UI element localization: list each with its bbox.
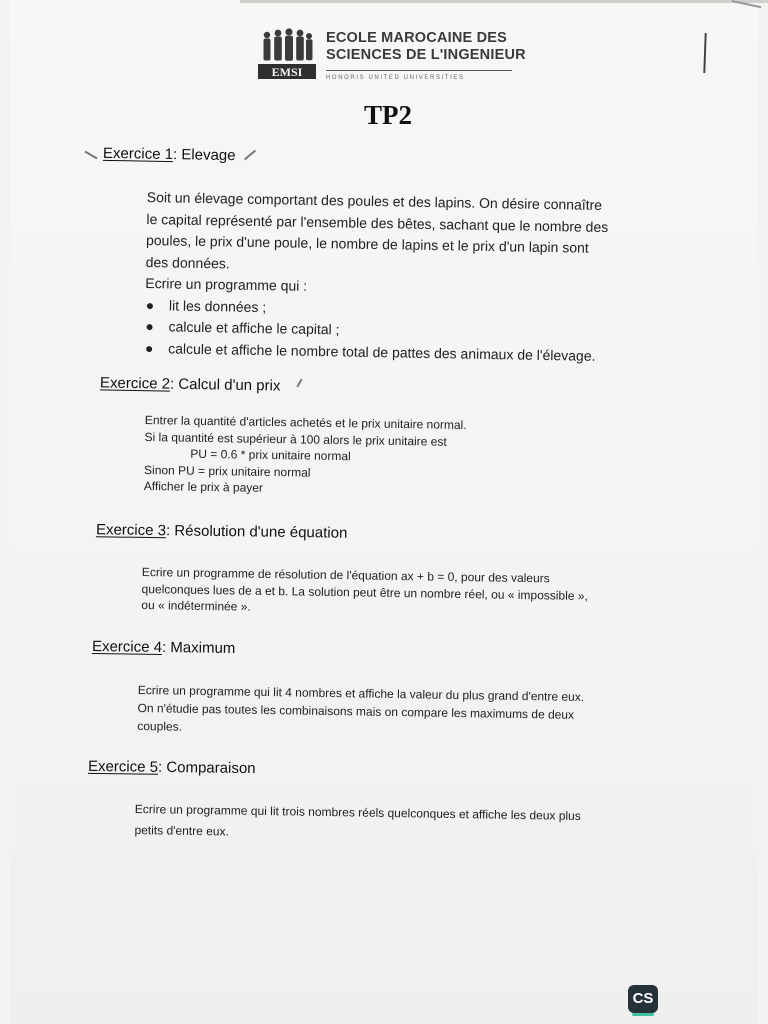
exercise-2-body (144, 412, 467, 500)
exercise-2-line: Entrer la quantité d'articles achetés et le prix unitaire normal. (144, 412, 467, 433)
exercise-4-title: : Maximum (161, 638, 236, 658)
exercise-1-label: Exercice 1 (102, 144, 174, 164)
exercise-3-title: : Résolution d'une équation (165, 522, 348, 542)
exercise-2-title: : Calcul d'un prix (169, 375, 281, 395)
bullet-item: lit les données ; (145, 294, 607, 324)
exercise-2-line: Si la quantité est supérieur à 100 alors le prix unitaire est (144, 429, 447, 449)
exercise-4-label: Exercice 4 (91, 637, 163, 656)
exercise-2-line: PU = 0.6 * prix unitaire normal (190, 446, 351, 464)
exercise-3-line: ou « indéterminée ». (141, 597, 251, 614)
school-name-line1: ECOLE MAROCAINE DES (326, 30, 508, 46)
page-title: TP2 (363, 100, 412, 130)
exercise-4-line: On n'étudie pas toutes les combinaisons mais on compare les maximums de deux (137, 700, 575, 722)
exercise-1-line: le capital représenté par l'ensemble des bêtes, sachant que le nombre des (146, 210, 609, 235)
scan-edge (240, 0, 768, 3)
camscanner-badge: CS (628, 985, 658, 1013)
exercise-5-heading (88, 758, 256, 777)
bullet-item: calcule et affiche le capital ; (144, 316, 606, 346)
exercise-3-body (141, 564, 588, 621)
exercise-3-line: quelconques lues de a et b. La solution peut être un nombre réel, ou « impossible », (141, 581, 588, 603)
exercise-3-heading (96, 521, 348, 542)
exercise-5-line: Ecrire un programme qui lit trois nombres réels quelconques et affiche les deux plus (134, 801, 581, 824)
exercise-5-label: Exercice 5 (87, 757, 159, 776)
school-name (326, 30, 526, 64)
exercise-5-line: petits d'entre eux. (134, 822, 229, 839)
logo-text: EMSI (271, 65, 303, 79)
exercise-1-line: Soit un élevage comportant des poules et des lapins. On désire connaître (146, 188, 603, 213)
bullet-item: calcule et affiche le nombre total de pattes des animaux de l'élevage. (144, 337, 606, 367)
exercise-5-body (134, 799, 581, 848)
school-subtitle: HONORIS UNITED UNIVERSITIES (326, 75, 465, 81)
school-divider (326, 70, 512, 71)
exercise-1-body (144, 187, 609, 367)
exercise-1-line: poules, le prix d'une poule, le nombre de lapins et le prix d'un lapin sont (145, 231, 589, 256)
exercise-1-line: Ecrire un programme qui : (145, 274, 308, 294)
exercise-1-line: des données. (145, 253, 230, 271)
exercise-4-line: Ecrire un programme qui lit 4 nombres et affiche la valeur du plus grand d'entre eux. (137, 682, 585, 705)
exercise-4-heading (92, 638, 236, 657)
exercise-4-body (137, 681, 584, 742)
exercise-2-line: Afficher le prix à payer (143, 478, 264, 495)
exercise-2-label: Exercice 2 (99, 374, 171, 393)
exercise-2-heading (100, 374, 281, 394)
exercise-3-line: Ecrire un programme de résolution de l'équation ax + b = 0, pour des valeurs (141, 564, 550, 586)
exercise-3-label: Exercice 3 (95, 521, 167, 540)
exercise-1-title: : Elevage (172, 146, 236, 165)
exercise-1-heading (103, 145, 236, 164)
exercise-5-title: : Comparaison (157, 758, 256, 778)
emsi-logo (258, 26, 316, 82)
school-name-line2: SCIENCES DE L'INGENIEUR (326, 47, 526, 63)
exercise-4-line: couples. (137, 718, 183, 734)
exercise-2-line: Sinon PU = prix unitaire normal (143, 462, 311, 480)
